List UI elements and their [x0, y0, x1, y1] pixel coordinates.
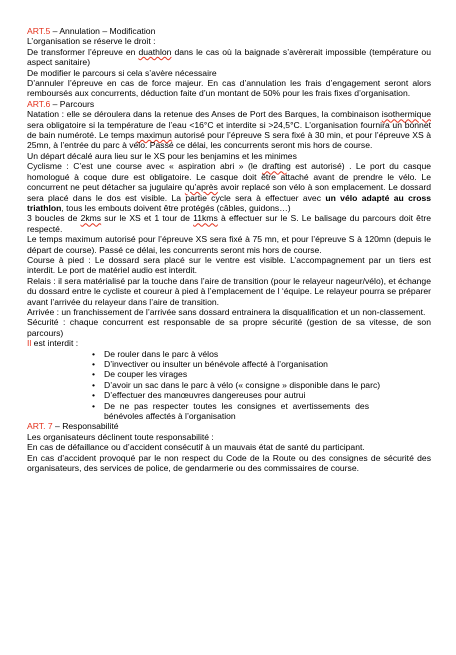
list-item: [92, 359, 431, 369]
text-run: De transformer l’épreuve en: [27, 46, 139, 57]
text-run-flagged: duathlon: [138, 46, 172, 57]
text-run-red: Il: [27, 338, 32, 349]
bullet-icon: •: [92, 400, 96, 411]
art7-paragraph-1: Les organisateurs déclinent toute responsabilité :: [27, 431, 214, 442]
text-run: 3 boucles de: [27, 213, 81, 224]
art7-title: – Responsabilité: [52, 421, 119, 432]
list-item-text: De ne pas respecter toutes les consignes et avertissements des bénévoles affectés à l’organisation: [104, 400, 369, 422]
text-run: autorisé pour l’épreuve S sera fixé à 30 min, et pour l’épreuve XS à 25mn, à l’entrée du parc à vélo. Passé ce délai, les concurrents seront mis hors de course.: [27, 130, 431, 151]
art7-paragraph-3: En cas d’accident provoqué par le non respect du Code de la Route ou des consignes de sécurité des organisateurs, des services de police, de gendarmerie ou des commissaires de course.: [27, 452, 431, 474]
art5-label: ART.5: [27, 26, 51, 36]
list-item-text: D’invectiver ou insulter un bénévole affecté à l’organisation: [104, 359, 328, 369]
art5-heading: [27, 26, 431, 36]
text-run: Cyclisme : C’est une course avec « aspiration abri » (le: [27, 161, 263, 172]
text-run: dans le cas où la baignade s’avèrerait impossible (température ou aspect sanitaire): [27, 46, 431, 68]
document-page: [27, 26, 431, 473]
bullet-icon: •: [92, 390, 96, 401]
text-run-flagged: maximun: [136, 130, 172, 141]
art6-cyclisme-time: Le temps maximum autorisé pour l’épreuve XS sera fixé à 75 mn, et pour l’épreuve S à 120mn (depuis le départ de course). Passé ce délai, les concurrents seront mis hors de course.: [27, 234, 431, 255]
list-item-text: D’avoir un sac dans le parc à vélo (« consigne » disponible dans le parc): [104, 379, 381, 390]
art6-natation: [27, 109, 431, 151]
text-run: sera obligatoire si la température de l’eau <16°C et interdite si >24,5°C. L’organisation fournira un bonnet de bain numéroté. Le temps: [27, 119, 431, 141]
text-run: avoir replacé son vélo à son emplacement. Le dossard sera placé dans le dos est visible. La partie cycle sera à effectuer avec: [27, 182, 431, 203]
art7-paragraph-2: En cas de défaillance ou d’accident consécutif à un mauvais état de santé du participant.: [27, 442, 365, 453]
list-item: [92, 369, 431, 380]
text-run: Natation : elle se déroulera dans la retenue des Anses de Port des Barques, la combinaison: [27, 109, 382, 120]
bullet-icon: •: [92, 379, 96, 390]
art5-paragraph-1: [27, 47, 431, 68]
text-run-bold: un vélo adapté au cross triathlon: [27, 192, 432, 213]
art6-title: – Parcours: [50, 98, 95, 109]
art5-intro: L’organisation se réserve le droit :: [27, 36, 156, 47]
art6-cyclisme-laps: [27, 213, 431, 234]
text-run-flagged: isothermique: [381, 109, 431, 120]
list-item: [92, 379, 431, 390]
art6-course-a-pied: Course à pied : Le dossard sera placé sur le ventre est visible. L’accompagnement par un tiers est interdit. Le port de matériel audio est interdit.: [27, 254, 431, 276]
bullet-icon: •: [92, 369, 96, 380]
art6-label: ART.6: [27, 98, 51, 109]
text-run: sur le XS et 1 tour de: [101, 213, 194, 224]
text-run: à effectuer sur le S. Le balisage du parcours doit être respecté.: [27, 213, 431, 234]
art5-paragraph-3: D’annuler l’épreuve en cas de force majeur. En cas d’annulation les frais d’engagement seront alors remboursés aux concurrents, déduction faite d’un montant de 50% pour les frais fixes d’organisation.: [27, 78, 431, 99]
art6-relais: Relais : il sera matérialisé par la touche dans l’aire de transition (pour le relayeur nageur/vélo), et échange du dossard entre le cycliste et coureur à pied à l’emplacement de l ‘équipe. Le relayeur pourra se préparer avant l’arrivée du relayeur dans l’aire de transition.: [27, 275, 431, 307]
text-run-flagged: 2kms: [80, 213, 102, 224]
text-run: est autorisé) . Le port du casque homologué à coque dure est obligatoire. Le casque doit être attaché avant de prendre le vélo. Le concurrent ne peut détacher sa jugulaire: [27, 161, 431, 193]
list-item: [92, 348, 431, 359]
art6-securite: Sécurité : chaque concurrent est responsable de sa propre sécurité (gestion de sa vitesse, de son parcours): [27, 317, 431, 338]
art6-cyclisme: [27, 161, 431, 213]
art5-paragraph-2: De modifier le parcours si cela s’avère nécessaire: [27, 67, 217, 78]
bullet-icon: •: [92, 359, 96, 369]
list-item: [92, 400, 431, 422]
text-run-flagged: drafting: [262, 161, 291, 172]
art6-heading: [27, 99, 431, 109]
list-item: [92, 390, 431, 401]
bullet-icon: •: [92, 348, 96, 359]
list-item-text: D’effectuer des manœuvres dangereuses pour autrui: [104, 390, 306, 401]
list-item-text: De rouler dans le parc à vélos: [104, 348, 219, 359]
text-run-flagged: qu’après: [184, 182, 218, 193]
text-run: est interdit :: [31, 338, 79, 349]
art7-heading: [27, 421, 431, 431]
list-item-text: De couper les virages: [104, 369, 188, 380]
text-run-flagged: 11kms: [193, 213, 218, 224]
art5-title: – Annulation – Modification: [50, 26, 156, 36]
art6-arrivee: Arrivée : un franchissement de l’arrivée sans dossard entrainera la disqualification et un non-classement.: [27, 306, 426, 317]
text-run: , tous les embouts doivent être protégés (câbles, guidons…): [61, 202, 291, 213]
forbidden-list: [27, 349, 431, 422]
art7-label: ART. 7: [27, 421, 53, 432]
art6-forbidden-intro: [27, 338, 431, 348]
art6-natation-start: Un départ décalé aura lieu sur le XS pour les benjamins et les minimes: [27, 150, 297, 161]
